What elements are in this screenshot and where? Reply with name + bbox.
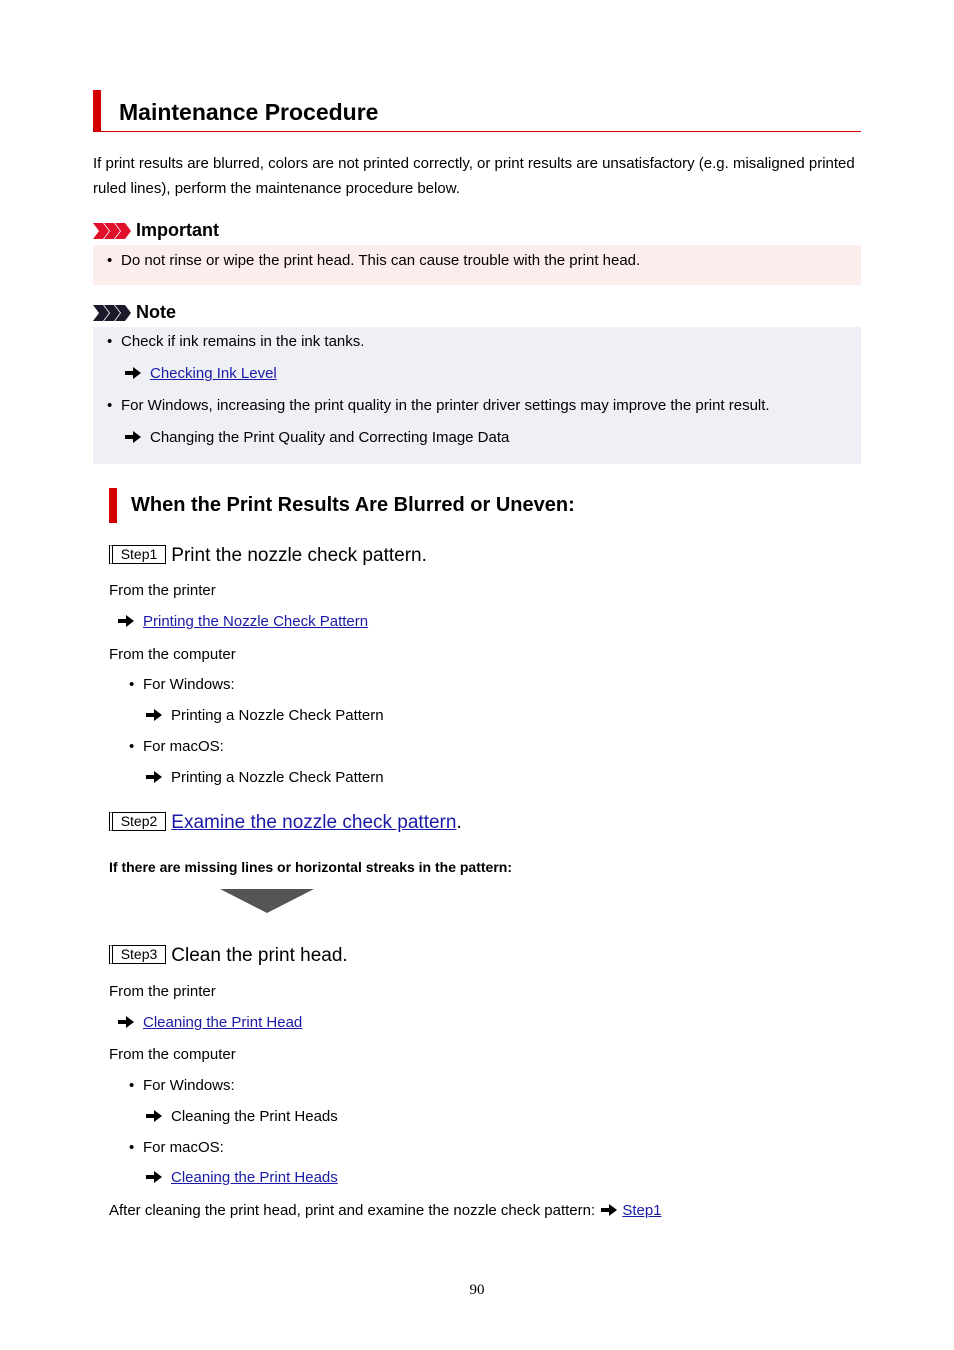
windows-cleaning-ref: Cleaning the Print Heads [171, 1108, 338, 1125]
printing-nozzle-check-link[interactable]: Printing the Nozzle Check Pattern [143, 613, 369, 630]
step3-title: Clean the print head. [171, 945, 348, 966]
cleaning-print-head-link[interactable]: Cleaning the Print Head [143, 1014, 303, 1031]
windows-nozzle-ref: Printing a Nozzle Check Pattern [171, 707, 384, 724]
step1-from-printer: From the printer [109, 582, 216, 599]
page-title-block [93, 90, 861, 132]
examine-nozzle-link[interactable]: Examine the nozzle check pattern [171, 812, 457, 833]
step3-from-computer: From the computer [109, 1046, 236, 1063]
step1-windows: • For Windows: [143, 676, 235, 693]
note-ref-ink [125, 365, 277, 382]
arrow-right-icon [146, 771, 162, 783]
intro-paragraph: If print results are blurred, colors are not printed correctly, or print results are unsatisfactory (e.g. misaligned printed ruled lines), perform the maintenance procedure below. [93, 155, 855, 197]
arrow-right-icon [118, 1016, 134, 1028]
step3-from-printer: From the printer [109, 983, 216, 1000]
note-icon [93, 305, 131, 321]
step3-line [109, 945, 348, 967]
step2-suffix: . [456, 812, 462, 833]
arrow-right-icon [125, 367, 141, 379]
step3-after-text: After cleaning the print head, print and examine the nozzle check pattern: [109, 1202, 596, 1219]
note-item-windows: • For Windows, increasing the print quality in the printer driver settings may improve the print result. [121, 397, 770, 414]
back-to-step1-link[interactable]: Step1 [622, 1202, 662, 1219]
step1-windows-ref [146, 707, 384, 724]
macos-cleaning-link[interactable]: Cleaning the Print Heads [171, 1169, 338, 1186]
step2-badge: Step2 [109, 812, 166, 831]
checking-ink-level-link[interactable]: Checking Ink Level [150, 365, 277, 382]
step3-after [109, 1202, 662, 1219]
step1-macos: • For macOS: [143, 738, 224, 755]
note-box [93, 327, 861, 464]
step3-windows-ref [146, 1108, 338, 1125]
page-number: 90 [469, 1282, 485, 1298]
arrow-right-icon [146, 1110, 162, 1122]
step3-macos-ref [146, 1169, 338, 1186]
section-heading-block [109, 488, 861, 523]
important-item: • Do not rinse or wipe the print head. This can cause trouble with the print head. [121, 252, 640, 269]
step2-condition: If there are missing lines or horizontal streaks in the pattern: [109, 859, 512, 875]
step1-badge: Step1 [109, 545, 166, 564]
down-arrow-icon [220, 889, 314, 913]
note-title: Note [136, 302, 176, 322]
note-ref-quality [125, 429, 509, 446]
step1-from-computer: From the computer [109, 646, 236, 663]
page-title: Maintenance Procedure [119, 99, 379, 125]
step1-macos-ref [146, 769, 384, 786]
step1-title: Print the nozzle check pattern. [171, 545, 427, 566]
note-item-ink: • Check if ink remains in the ink tanks. [121, 333, 364, 350]
important-title: Important [136, 220, 219, 240]
arrow-right-icon [146, 709, 162, 721]
step1-printer-ref [118, 613, 368, 630]
macos-nozzle-ref: Printing a Nozzle Check Pattern [171, 769, 384, 786]
arrow-right-icon [125, 431, 141, 443]
arrow-right-icon [146, 1171, 162, 1183]
step3-badge: Step3 [109, 945, 166, 964]
step3-windows: • For Windows: [143, 1077, 235, 1094]
section-heading: When the Print Results Are Blurred or Uneven: [131, 494, 575, 516]
step3-printer-ref [118, 1014, 302, 1031]
print-quality-ref: Changing the Print Quality and Correcting Image Data [150, 429, 510, 446]
step2-line [109, 812, 462, 834]
arrow-right-icon [601, 1204, 617, 1216]
important-icon [93, 223, 131, 239]
step3-macos: • For macOS: [143, 1139, 224, 1156]
important-box [93, 245, 861, 285]
arrow-right-icon [118, 615, 134, 627]
step1-line [109, 545, 427, 567]
